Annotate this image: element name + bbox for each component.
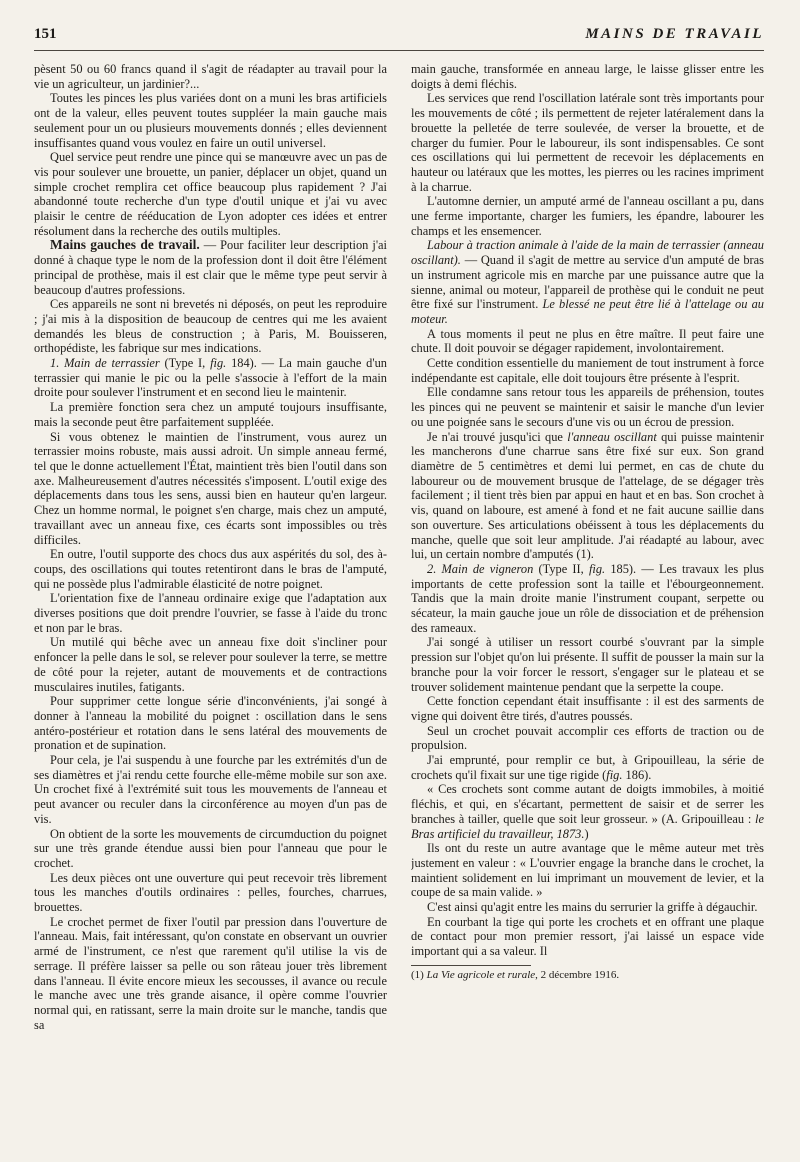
- paragraph: Elle condamne sans retour tous les appareils de préhension, toutes les pinces qui ne peuvent se maintenir et saisir le manche d'un levier ou une poignée sans le secours d'une vis ou un écrou de pression.: [411, 385, 764, 429]
- paragraph: Le crochet permet de fixer l'outil par pression dans l'ouverture de l'anneau. Mais, fait intéressant, qu'on constate en observant un ouvrier armé de l'instrument, ce n'est que rarement qu'il utilise la vis de serrage. Il préfère laisser sa pelle ou son râteau jouer très librement dans l'anneau. Il évite encore mieux les secousses, il avance ou recule le manche avec une très grande aisance, il opère comme l'ouvrier normal qui, en ratissant, serre la main droite sur le manche, tandis que sa: [34, 914, 387, 1032]
- labour-title: Labour à traction animale à l'aide de la main de terrassier (anneau oscillant).: [411, 238, 764, 268]
- footnote: [411, 969, 764, 982]
- fig-label: fig.: [588, 561, 606, 576]
- paragraph: pèsent 50 ou 60 francs quand il s'agit de réadapter au travail pour la vie un agriculteur, un jardinier?...: [34, 62, 387, 91]
- labour-paragraph: [411, 238, 764, 326]
- paragraph: La première fonction sera chez un amputé toujours insuffisante, mais la seconde peut être parfaitement suppléée.: [34, 400, 387, 429]
- fig-label: fig.: [606, 767, 623, 782]
- quote-citation: le Bras artificiel du travailleur, 1873.: [411, 811, 764, 841]
- running-title: MAINS DE TRAVAIL: [585, 26, 764, 42]
- footnote-date: , 2 décembre 1916.: [535, 968, 620, 981]
- right-column: [411, 62, 764, 1148]
- vigneron-title: 2. Main de vigneron: [427, 561, 534, 576]
- paragraph: Cette condition essentielle du maniement de tout instrument à force indépendante est capitale, elle doit toujours être présente à l'esprit.: [411, 356, 764, 385]
- quote-text-a: « Ces crochets sont comme autant de doigts immobiles, à moitié fléchis, et qui, en s'écartant, permettent de saisir et de serrer les branches à tailler, quelle que soit leur grosseur. » (A. Gripouilleau :: [411, 782, 764, 826]
- paragraph: Toutes les pinces les plus variées dont on a muni les bras artificiels ont de la valeur, elles peuvent toutes suppléer la main gauche mais seulement pour un ou plusieurs mouvements donnés ; elles deviennent insuffisantes quand vous voulez en faire un outil universel.: [34, 91, 387, 150]
- terrassier-paragraph: [34, 356, 387, 400]
- vigneron-text: 185). — Les travaux les plus importants de cette profession sont la taille et l'ébourgeonnement. Tandis que la main droite manie l'instrument coupant, serpette ou sécateur, la main gauche joue un rôle de dissociation et de préhension des rameaux.: [411, 561, 764, 635]
- gripouilleau-paragraph: [411, 753, 764, 782]
- paragraph: Pour cela, je l'ai suspendu à une fourche par les extrémités d'un de ses diamètres et j'ai rendu cette fourche elle-même mobile sur son axe. Un crochet fixé à l'extrémité suit tous les mouvements de l'anneau et peut avancer ou reculer dans la circonférence au moyen d'un pas de vis.: [34, 753, 387, 826]
- paragraph: En outre, l'outil supporte des chocs dus aux aspérités du sol, des à-coups, des oscillations qui toutes retentiront dans le bras de l'amputé, qui ne possède plus l'admirable élasticité de notre poignet.: [34, 547, 387, 591]
- paragraph: Si vous obtenez le maintien de l'instrument, vous aurez un terrassier moins robuste, mais aussi adroit. Un simple anneau fermé, tel que le donne actuellement l'État, maintient très bien l'outil dans son axe. Malheureusement d'autres nécessités s'imposent. L'outil exige des déplacements dans tous les sens, aussi bien en hauteur qu'en largeur. Chez un homme normal, le poignet s'en charge, mais chez un amputé, travaillant avec un anneau fixe, ces écarts sont impossibles ou très difficiles.: [34, 429, 387, 547]
- footnote-marker: (1): [411, 968, 427, 981]
- section-paragraph: [34, 238, 387, 297]
- page-number: 151: [34, 26, 57, 42]
- paragraph: On obtient de la sorte les mouvements de circumduction du poignet sur une très grande étendue aussi bien pour l'anneau que pour le crochet.: [34, 826, 387, 870]
- paragraph: Les services que rend l'oscillation latérale sont très importants pour les mouvements de côté ; ils permettent de rejeter latéralement dans la brouette la pelletée de terre soulevée, de verser la brouette, et de charger du fumier. Pour le laboureur, ils sont indispensables. Ce sont ces oscillations qui lui permettent de recevoir les déplacements en hauteur ou latéraux que les mottes, les pierres ou les racines impriment à la charrue.: [411, 91, 764, 194]
- gripouilleau-text-b: 186).: [622, 767, 652, 782]
- section-text: — Pour faciliter leur description j'ai donné à chaque type le nom de la profession dont il doit être l'élément principal de prothèse, mais il est clair que le même type peut servir à beaucoup d'autres professions.: [34, 238, 387, 297]
- paragraph: Un mutilé qui bêche avec un anneau fixe doit s'incliner pour enfoncer la pelle dans le sol, se relever pour soulever la terre, se mettre de côté pour la rejeter, autant de mouvements et de contractions musculaires inutiles, fatigants.: [34, 635, 387, 694]
- labour-emphasis: Le blessé ne peut être lié à l'attelage ou au moteur.: [411, 297, 764, 326]
- paragraph: Cette fonction cependant était insuffisante : il est des sarments de vigne qui doivent être tirés, d'autres poussés.: [411, 694, 764, 723]
- quote-text-b: ): [584, 826, 589, 841]
- paragraph: Ces appareils ne sont ni brevetés ni déposés, on peut les reproduire ; j'ai mis à la disposition de beaucoup de centres qui me les avaient demandés les bleus de construction ; à Paris, M. Bouisseren, orthopédiste, les fabrique sur mes indications.: [34, 297, 387, 356]
- paragraph: A tous moments il peut ne plus en être maître. Il peut faire une chute. Il doit pouvoir se dégager rapidement, involontairement.: [411, 326, 764, 356]
- paragraph: Quel service peut rendre une pince qui se manœuvre avec un pas de vis pour soulever une brouette, un panier, déplacer un objet, quand un simple crochet remplira cet office beaucoup plus rapidement ? J'ai abandonné toute recherche d'un type d'outil unique et j'ai vu avec plaisir le centre de rééducation de Lyon adopter ces idées et entrer résolument dans la recherche des outils multiples.: [34, 150, 387, 238]
- anneau-emphasis: l'anneau oscillant: [567, 429, 657, 444]
- paragraph: main gauche, transformée en anneau large, le laisse glisser entre les doigts à demi fléchis.: [411, 62, 764, 91]
- section-title: Mains gauches de travail.: [50, 237, 200, 253]
- paragraph: J'ai songé à utiliser un ressort courbé s'ouvrant par la simple pression sur l'objet qu'on lui présente. Il suffit de pousser la main sur la branche pour la voir forcer le ressort, s'engager sur le plateau et se trouver solidement maintenue pendant que la serpette la coupe.: [411, 635, 764, 694]
- terrassier-text: 184). — La main gauche d'un terrassier qui manie le pic ou la pelle s'associe à l'effort de la main droite pour soulever l'instrument et en second lieu le maintenir.: [34, 356, 387, 400]
- page-header: [34, 26, 764, 51]
- paragraph: C'est ainsi qu'agit entre les mains du serrurier la griffe à dégauchir.: [427, 900, 758, 915]
- paragraph: En courbant la tige qui porte les crochets et en offrant une plaque de contact pour mon premier ressort, j'ai laissé un espace vide important qui a sa valeur. Il: [411, 914, 764, 959]
- type-ref: (Type II,: [533, 561, 589, 576]
- paragraph: Seul un crochet pouvait accomplir ces efforts de traction ou de propulsion.: [411, 723, 764, 753]
- paragraph: Les deux pièces ont une ouverture qui peut recevoir très librement tous les manches d'outils ordinaires : pelles, fourches, charrues, brouettes.: [34, 870, 387, 915]
- footnote-rule: [411, 965, 531, 966]
- anneau-text-a: Je n'ai trouvé jusqu'ici que: [427, 429, 568, 444]
- paragraph: Ils ont du reste un autre avantage que le même auteur met très justement en valeur : « L'ouvrier engage la branche dans le crochet, la maintient solidement en lui imprimant un mouvement de levier, et la coupe de sa main valide. »: [411, 841, 764, 900]
- terrassier-title: 1. Main de terrassier: [50, 356, 160, 371]
- paragraph: Pour supprimer cette longue série d'inconvénients, j'ai songé à donner à l'anneau la mobilité du poignet : oscillation dans le sens antéro-postérieur et rotation dans le sens latéral des mouvements de pronation et de supination.: [34, 694, 387, 753]
- type-ref: (Type I,: [159, 356, 211, 371]
- fig-label: fig.: [210, 356, 227, 371]
- quote-paragraph: [411, 782, 764, 841]
- anneau-text-b: qui puisse maintenir les mancherons d'une charrue sans être fixé sur eux. Son grand diamètre de 5 centimètres et demi lui permet, en cas de chute du laboureur ou de mouvement brusque de l'attelage, de se dégager très facilement ; il tient très bien par appui en haut et en bas. Son crochet à vis, quand on laboure, est amené à fond et ne fait aucune saillie dans son ouverture. Ses articulations obéissent à tous les déplacements du manche, quelle que soit leur amplitude. J'ai réadapté au labour, avec lui, un certain nombre d'amputés (1).: [411, 429, 764, 562]
- left-column: [34, 62, 387, 1148]
- labour-text: — Quand il s'agit de mettre au service d'un amputé de bras un instrument agricole mis en marche par une puissance autre que la sienne, animal ou moteur, l'appareil de prothèse qui le conduit ne peut être fixé sur l'instrument.: [411, 253, 764, 312]
- paragraph: L'automne dernier, un amputé armé de l'anneau oscillant a pu, dans une ferme importante, charger les fumiers, les épandre, labourer les champs et les ensemencer.: [411, 194, 764, 238]
- footnote-source: La Vie agricole et rurale: [426, 968, 536, 981]
- paragraph: L'orientation fixe de l'anneau ordinaire exige que l'adaptation aux diverses positions que doit prendre l'ouvrier, se fasse à l'aide du tronc et non par le bras.: [34, 591, 387, 635]
- anneau-paragraph: [411, 430, 764, 562]
- gripouilleau-text-a: J'ai emprunté, pour remplir ce but, à Gripouilleau, la série de crochets qu'il fixait sur une tige rigide (: [411, 753, 764, 782]
- vigneron-paragraph: [411, 562, 764, 636]
